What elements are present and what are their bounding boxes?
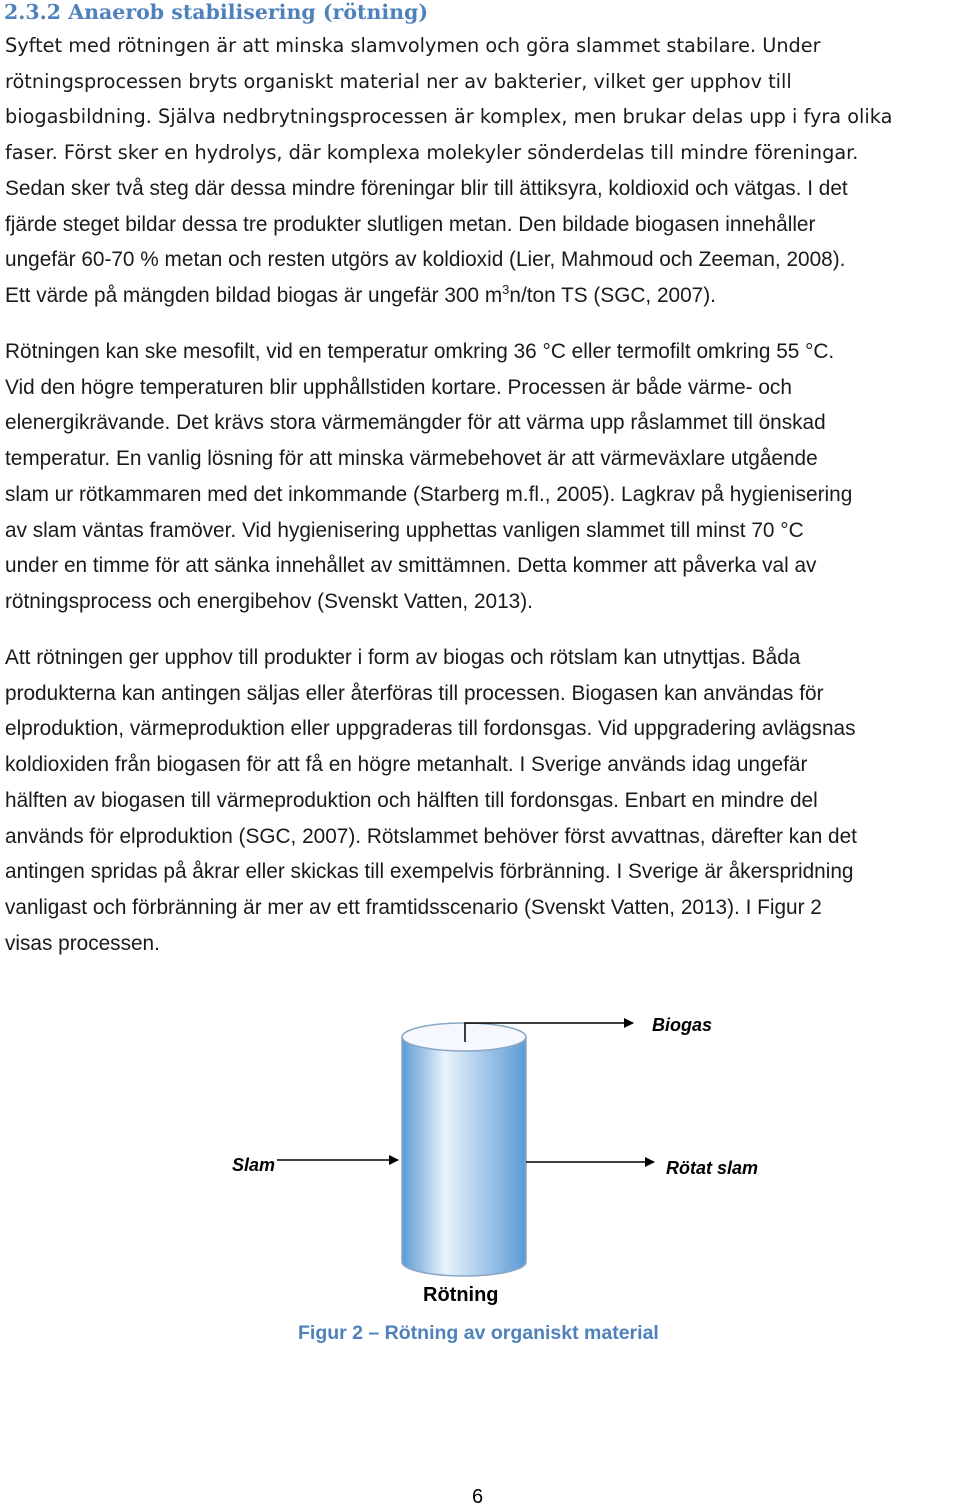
text-line: elproduktion, värmeproduktion eller uppgraderas till fordonsgas. Vid uppgradering avlägsnas [5,717,856,741]
text-line: visas processen. [5,931,160,955]
paragraph-temperature [5,334,852,620]
paragraph-intro [5,28,892,171]
text-line: Sedan sker två steg där dessa mindre föreningar blir till ättiksyra, koldioxid och vätgas. I det [5,177,848,200]
text-line: av slam väntas framöver. Vid hygienisering upphettas vanligen slammet till minst 70 °C [5,518,804,542]
paragraph-process-steps [5,171,848,316]
text-line: under en timme för att sänka innehållet av smittämnen. Detta kommer att påverka val av [5,554,817,578]
text-line: ungefär 60-70 % metan och resten utgörs av koldioxid (Lier, Mahmoud och Zeeman, 2008). [5,248,846,272]
tank [402,1023,526,1276]
text-line: rötningsprocessen bryts organiskt material ner av bakterier, vilket ger upphov till [5,69,792,93]
superscript: 3 [502,282,510,298]
paragraph-products [5,640,857,961]
text-line: produkterna kan antingen säljas eller återföras till processen. Biogasen kan användas för [5,681,824,705]
text-line: elenergikrävande. Det krävs stora värmemängder för att värma upp råslammet till önskad [5,411,826,435]
tank-label: Rötning [423,1284,499,1306]
text-line: Att rötningen ger upphov till produkter i form av biogas och rötslam kan utnyttjas. Båda [5,646,801,669]
text-line: Syftet med rötningen är att minska slamvolymen och göra slammet stabilare. Under [5,34,821,57]
text-line: Vid den högre temperaturen blir upphållstiden kortare. Processen är både värme- och [5,375,792,399]
figure-caption: Figur 2 – Rötning av organiskt material [298,1322,659,1344]
text-line: vanligast och förbränning är mer av ett framtidsscenario (Svenskt Vatten, 2013). I Figur 2 [5,895,822,919]
text-line: hälften av biogasen till värmeproduktion och hälften till fordonsgas. Enbart en mindre del [5,788,818,812]
page-number: 6 [472,1486,484,1508]
digestion-diagram [0,990,960,1310]
text-line: används för elproduktion (SGC, 2007). Rötslammet behöver först avvattnas, därefter kan det [5,824,857,848]
rotat-slam-label: Rötat slam [666,1158,759,1178]
diagram-graphic [0,990,960,1310]
text-segment: Ett värde på mängden bildad biogas är ungefär 300 m [5,284,503,308]
text-line: Rötningen kan ske mesofilt, vid en temperatur omkring 36 °C eller termofilt omkring 55 °C. [5,340,835,363]
text-line: fjärde steget bildar dessa tre produkter slutligen metan. Den bildade biogasen innehåller [5,212,816,236]
section-heading: 2.3.2 Anaerob stabilisering (rötning) [4,0,429,24]
text-line [5,278,848,316]
text-segment: n/ton TS (SGC, 2007). [509,284,716,308]
biogas-label: Biogas [652,1015,713,1035]
slam-label: Slam [232,1155,276,1175]
text-line: koldioxiden från biogasen för att få en högre metanhalt. I Sverige används idag ungefär [5,753,808,777]
text-line: faser. Först sker en hydrolys, där komplexa molekyler sönderdelas till mindre föreningar. [5,141,859,165]
text-line: slam ur rötkammaren med det inkommande (Starberg m.fl., 2005). Lagkrav på hygienisering [5,482,853,506]
text-line: antingen spridas på åkrar eller skickas till exempelvis förbränning. I Sverige är åkerspridning [5,860,854,884]
text-line: temperatur. En vanlig lösning för att minska värmebehovet är att värmeväxlare utgående [5,447,818,471]
text-line: rötningsprocess och energibehov (Svenskt Vatten, 2013). [5,589,533,613]
text-line: biogasbildning. Själva nedbrytningsprocessen är komplex, men brukar delas upp i fyra olika [5,105,893,129]
